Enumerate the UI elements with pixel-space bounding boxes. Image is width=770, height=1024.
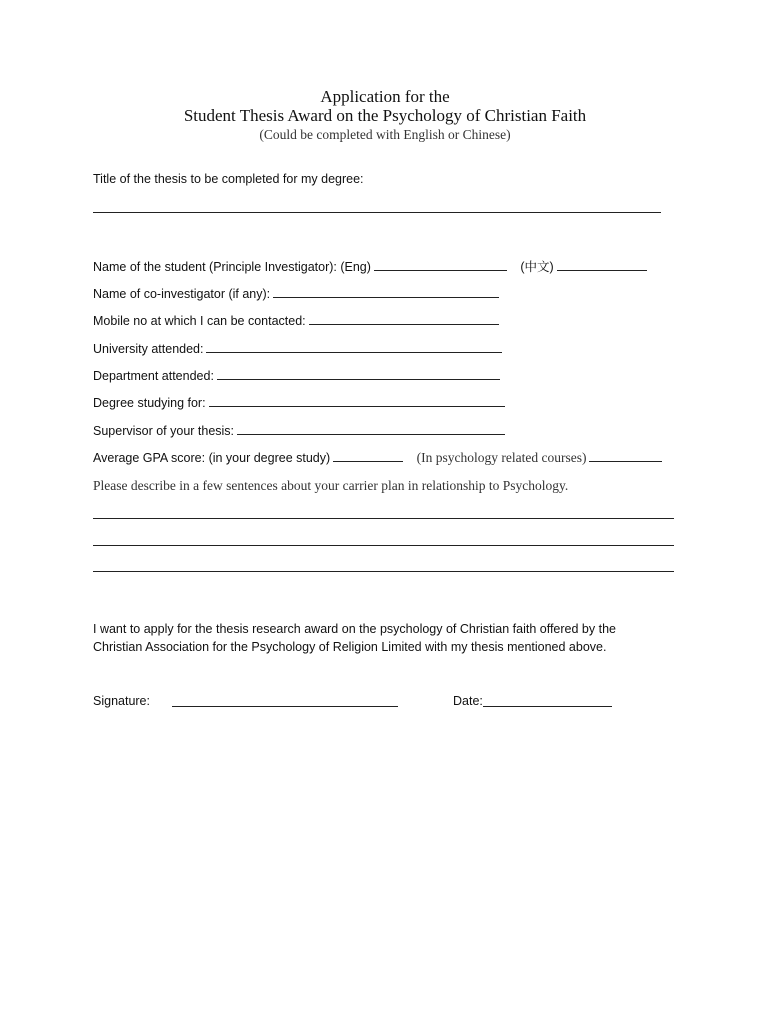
degree-label: Degree studying for: xyxy=(93,396,206,410)
gpa-row xyxy=(93,449,662,466)
chinese-name-label: (中文) xyxy=(520,260,554,274)
career-plan-line-1[interactable] xyxy=(93,518,674,519)
thesis-title-field[interactable] xyxy=(93,212,661,213)
supervisor-field[interactable] xyxy=(237,422,505,435)
mobile-row xyxy=(93,312,499,328)
gpa-degree-field[interactable] xyxy=(333,449,403,462)
signature-field[interactable] xyxy=(172,706,398,707)
gpa-label: Average GPA score: (in your degree study) xyxy=(93,451,331,465)
student-name-label: Name of the student (Principle Investigator): (Eng) xyxy=(93,260,371,274)
date-field[interactable] xyxy=(483,706,612,707)
declaration-line-2: Christian Association for the Psychology of Religion Limited with my thesis mentioned above. xyxy=(93,640,607,654)
university-field[interactable] xyxy=(206,340,502,353)
degree-field[interactable] xyxy=(209,394,505,407)
department-row xyxy=(93,367,500,383)
university-row xyxy=(93,340,502,356)
degree-row xyxy=(93,394,505,410)
department-label: Department attended: xyxy=(93,369,214,383)
student-name-row xyxy=(93,257,647,275)
signature-label: Signature: xyxy=(93,694,150,708)
career-plan-line-3[interactable] xyxy=(93,571,674,572)
career-plan-line-2[interactable] xyxy=(93,545,674,546)
declaration-paragraph xyxy=(93,620,693,656)
mobile-field[interactable] xyxy=(309,312,499,325)
student-name-eng-field[interactable] xyxy=(374,258,507,271)
supervisor-row xyxy=(93,422,505,438)
form-title-line-1: Application for the xyxy=(320,87,450,106)
declaration-line-1: I want to apply for the thesis research award on the psychology of Christian faith offered by the xyxy=(93,622,616,636)
supervisor-label: Supervisor of your thesis: xyxy=(93,424,235,438)
co-investigator-field[interactable] xyxy=(273,285,499,298)
psych-courses-label: (In psychology related courses) xyxy=(416,450,587,465)
co-investigator-label: Name of co-investigator (if any): xyxy=(93,287,271,301)
career-plan-prompt: Please describe in a few sentences about your carrier plan in relationship to Psychology. xyxy=(93,478,569,493)
department-field[interactable] xyxy=(217,367,500,380)
university-label: University attended: xyxy=(93,342,204,356)
form-subtitle: (Could be completed with English or Chinese) xyxy=(259,127,511,142)
mobile-label: Mobile no at which I can be contacted: xyxy=(93,314,306,328)
thesis-title-label: Title of the thesis to be completed for my degree: xyxy=(93,172,364,186)
date-label: Date: xyxy=(453,694,483,708)
co-investigator-row xyxy=(93,285,499,301)
student-name-chinese-field[interactable] xyxy=(557,258,647,271)
gpa-psych-field[interactable] xyxy=(589,449,662,462)
form-title-line-2: Student Thesis Award on the Psychology of Christian Faith xyxy=(183,106,587,125)
